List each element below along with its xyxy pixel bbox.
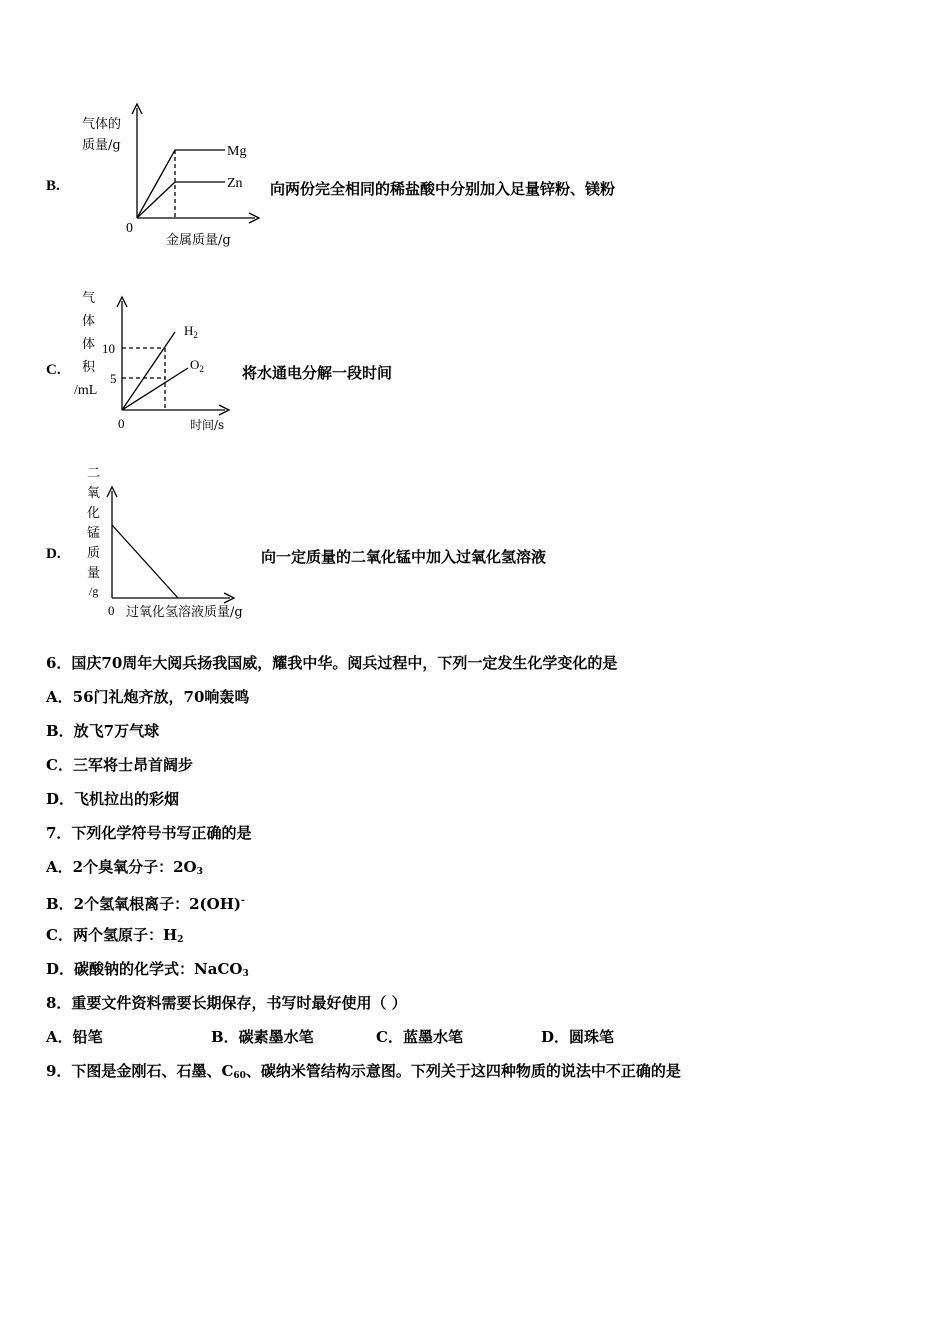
graph-b-xlabel: 金属质量/g [166,233,231,248]
q7-option-a: A．2个臭氧分子：$2O_3$ [46,858,203,877]
graph-c [70,286,245,436]
q7-option-c: C．两个氢原子：$H_2$ [46,926,184,945]
graph-b-mg-label: Mg [227,144,247,159]
graph-c-h2-label: $H_2$ [184,323,198,340]
graph-b [70,98,270,253]
q8-option-a: A．铅笔 [46,1028,103,1046]
graph-b-zn-rise [137,182,175,218]
graph-d-ylabel-char: 锰 [87,526,101,541]
graph-b-ylabel-2: 质量/g [82,138,121,153]
graph-c-origin: 0 [118,416,125,431]
q7-stem: 7．下列化学符号书写正确的是 [46,824,252,842]
q6-option-b: B．放飞7万气球 [46,722,160,740]
q8-option-b: B．碳素墨水笔 [211,1028,314,1046]
graph-d-ylabel-char: 化 [87,506,101,521]
graph-c-tick-5: 5 [110,371,117,386]
option-c-caption: 将水通电分解一段时间 [242,364,393,382]
option-b-caption: 向两份完全相同的稀盐酸中分别加入足量锌粉、镁粉 [270,180,616,198]
graph-d-ylabel-char: 质 [87,546,101,561]
graph-c-ylabel-char: 气 [82,291,96,306]
option-b-letter: B. [46,178,60,194]
graph-d-ylabel-char: 氧 [87,486,101,501]
graph-b-origin: 0 [126,221,133,236]
q8-option-c: C．蓝墨水笔 [376,1028,463,1046]
graph-c-ylabel-char: 积 [82,360,96,375]
graph-c-h2-line [122,332,175,410]
q7-option-d: D．碳酸钠的化学式：NaCO$_3$ [46,960,249,979]
graph-c-ylabel-unit: /mL [74,383,98,398]
graph-c-o2-label: $O_2$ [190,357,204,374]
graph-c-xlabel: 时间/s [190,418,225,432]
graph-d-origin: 0 [108,603,115,618]
q9-stem: 9．下图是金刚石、石墨、$C_{60}$、碳纳米管结构示意图。下列关于这四种物质的说法中不正确的是 [46,1062,681,1081]
option-c-letter: C. [46,362,61,378]
graph-d-ylabel-unit: /g [89,584,99,598]
graph-c-tick-10: 10 [102,341,115,356]
option-d-caption: 向一定质量的二氧化锰中加入过氧化氢溶液 [261,548,547,566]
option-d-letter: D. [46,546,61,562]
q6-option-c: C．三军将士昂首阔步 [46,756,193,774]
graph-d-line [112,525,178,598]
q6-stem: 6．国庆70周年大阅兵扬我国威，耀我中华。阅兵过程中，下列一定发生化学变化的是 [46,654,618,672]
q7-option-b: B．2个氢氧根离子：2(OH)- [46,895,245,913]
graph-b-zn-label: Zn [227,176,243,191]
graph-d-xlabel: 过氧化氢溶液质量/g [126,605,243,620]
graph-c-o2-line [122,368,188,410]
q6-option-d: D．飞机拉出的彩烟 [46,790,180,808]
graph-c-ylabel-char: 体 [82,337,96,352]
q8-option-d: D．圆珠笔 [541,1028,615,1046]
graph-b-ylabel-1: 气体的 [82,117,122,132]
graph-d-ylabel-char: 量 [87,566,101,581]
graph-b-mg-rise [137,150,175,218]
graph-c-ylabel-char: 体 [82,314,96,329]
graph-d-ylabel-char: 二 [87,466,101,481]
q6-option-a: A．56门礼炮齐放，70响轰鸣 [46,688,250,706]
q8-stem: 8．重要文件资料需要长期保存，书写时最好使用（ ） [46,994,407,1012]
graph-d [70,465,265,625]
